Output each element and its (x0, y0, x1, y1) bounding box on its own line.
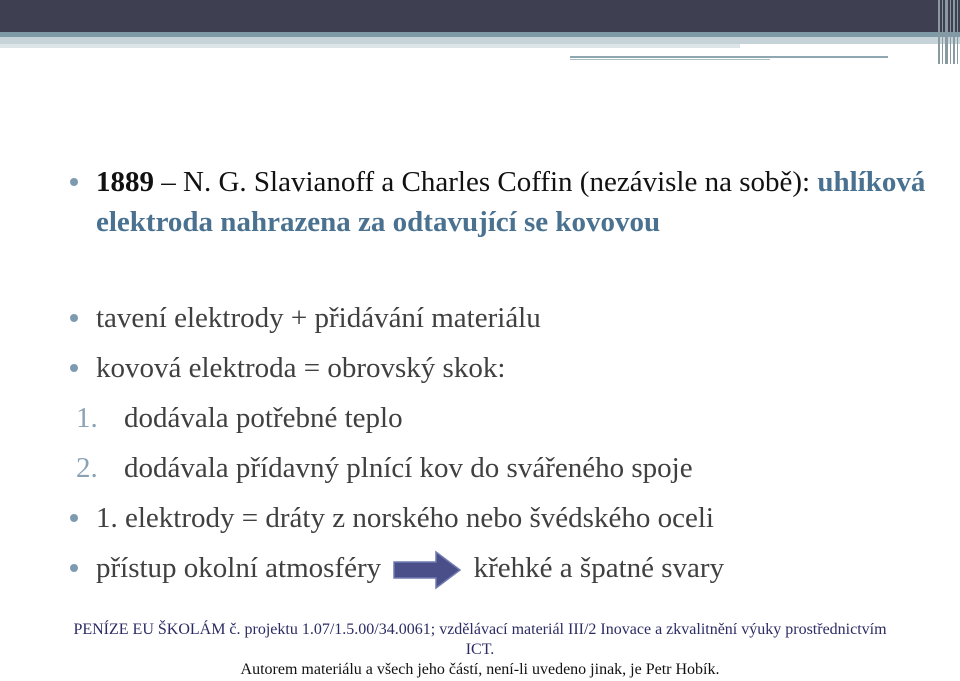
bullet-text: kovová elektroda = obrovský skok: (96, 352, 506, 384)
bullet-item (68, 498, 938, 538)
bullet-text: křehké a špatné svary (473, 552, 725, 584)
bullet-dot-icon (70, 564, 78, 572)
slide-content (68, 162, 938, 590)
bullet-dot-icon (70, 364, 78, 372)
bullet-item (68, 548, 938, 590)
numbered-item (68, 448, 938, 488)
footer-project-info: PENÍZE EU ŠKOLÁM č. projektu 1.07/1.5.00/34.0061; vzdělávací materiál III/2 Inovace a zkvalitnění výuky prostřednictvím ICT. (73, 621, 887, 658)
bullet-text: tavení elektrody + přidávání materiálu (96, 302, 541, 334)
header-line (0, 44, 740, 48)
bullet-item (68, 298, 938, 338)
header-line (0, 37, 960, 44)
footer-author: Autorem materiálu a všech jeho částí, není-li uvedeno jinak, je Petr Hobík. (240, 661, 720, 678)
bullet-text: přístup okolní atmosféry (96, 552, 382, 584)
number-marker: 2. (76, 452, 98, 484)
decor-line (570, 59, 770, 60)
right-arrow-icon (392, 550, 462, 590)
header-band (0, 0, 960, 32)
numbered-text: dodávala potřebné teplo (124, 402, 403, 434)
bullet-item (68, 162, 938, 282)
bullet-item (68, 348, 938, 388)
year: 1889 (96, 166, 154, 198)
bullet-text: – N. G. Slavianoff a Charles Coffin (nezávisle na sobě): (154, 166, 818, 198)
numbered-item (68, 398, 938, 438)
decor-stripes (936, 0, 960, 64)
bullet-dot-icon (70, 514, 78, 522)
highlight-text: uhlíková elektroda nahrazena za odtavující se kovovou (96, 166, 926, 238)
bullet-text: 1. elektrody = dráty z norského nebo švédského oceli (96, 502, 714, 534)
decor-line (570, 56, 888, 58)
number-marker: 1. (76, 402, 98, 434)
bullet-dot-icon (70, 314, 78, 322)
bullet-dot-icon (70, 178, 78, 186)
numbered-text: dodávala přídavný plnící kov do svářeného spoje (124, 452, 693, 484)
